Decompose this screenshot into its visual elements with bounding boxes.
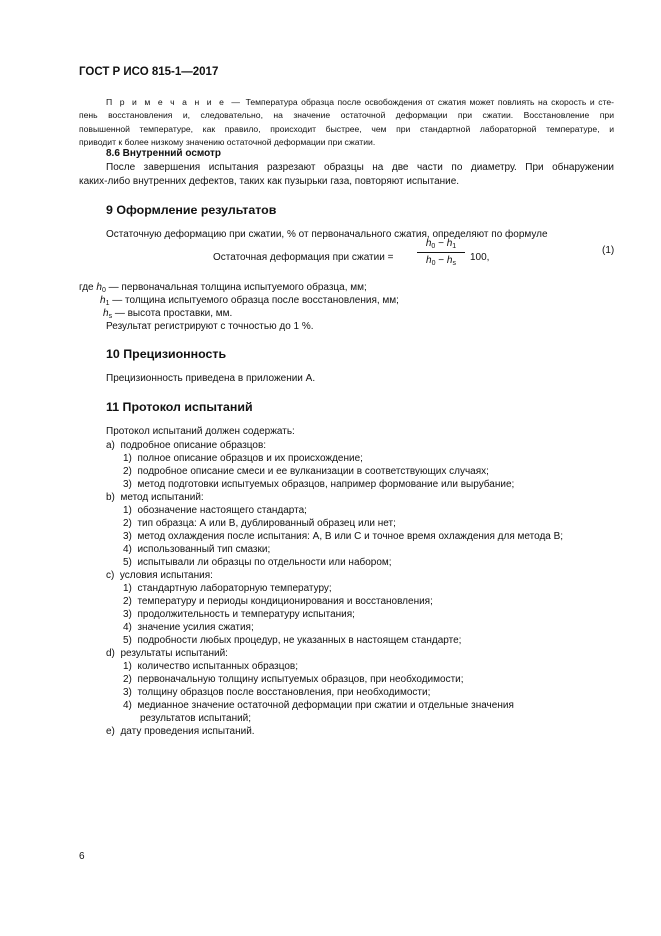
section-8-6-title: 8.6 Внутренний осмотр [106, 148, 222, 159]
section-9-intro: Остаточную деформацию при сжатии, % от первоначального сжатия, определяют по формуле [106, 229, 548, 240]
list-subitem: 3) продолжительность и температуру испытания; [123, 609, 355, 620]
formula-fraction [417, 237, 465, 268]
page-number: 6 [79, 851, 85, 862]
formula-tail: 100, [470, 252, 490, 263]
note-line-1: П р и м е ч а н и е — Температура образца после освобождения от сжатия может повлиять на скорость и сте- [106, 97, 614, 107]
equation-number: (1) [602, 245, 615, 256]
section-11-title: 11 Протокол испытаний [106, 400, 253, 414]
list-item: d) результаты испытаний: [106, 648, 228, 659]
section-11-intro: Протокол испытаний должен содержать: [106, 426, 295, 437]
list-subitem: 5) испытывали ли образцы по отдельности или набором; [123, 557, 392, 568]
section-10-title: 10 Прецизионность [106, 347, 227, 361]
note-line-2: пень восстановления и, следовательно, на значение остаточной деформации при сжатии. Восстановление при [79, 110, 614, 121]
list-subitem: 2) подробное описание смеси и ее вулканизации в соответствующих случаях; [123, 466, 489, 477]
section-10-text: Прецизионность приведена в приложении А. [106, 373, 316, 384]
fraction-bar [417, 252, 465, 253]
list-subitem: 3) метод подготовки испытуемых образцов, например формование или вырубание; [123, 479, 515, 490]
result-precision: Результат регистрируют с точностью до 1 %. [106, 321, 314, 332]
list-subitem: 1) обозначение настоящего стандарта; [123, 505, 307, 516]
formula-label: Остаточная деформация при сжатии = [213, 252, 394, 263]
list-subitem: 1) стандартную лабораторную температуру; [123, 583, 332, 594]
list-item: а) подробное описание образцов: [106, 440, 267, 451]
formula-numerator: $h_0 - h_1$ [425, 238, 457, 250]
section-8-6-line-1: После завершения испытания разрезают образцы на две части по диаметру. При обнаружении [106, 162, 614, 173]
list-item: b) метод испытаний: [106, 492, 204, 503]
list-subitem: 1) полное описание образцов и их происхождение; [123, 453, 363, 464]
list-item: е) дату проведения испытаний. [106, 726, 255, 737]
list-subitem: 5) подробности любых процедур, не указанных в настоящем стандарте; [123, 635, 462, 646]
list-item: c) условия испытания: [106, 570, 213, 581]
note-line-3: повышенной температуре, как правило, происходит быстрее, чем при стандартной лабораторной температуре, и [79, 123, 614, 134]
list-subitem: 3) метод охлаждения после испытания: А, В или С и точное время охлаждения для метода В; [123, 531, 564, 542]
section-8-6-body [79, 161, 614, 190]
section-9-title: 9 Оформление результатов [106, 203, 277, 217]
formula-denominator: $h_0 - h_s$ [426, 255, 456, 267]
list-subitem: 2) тип образца: А или В, дублированный образец или нет; [123, 518, 396, 529]
note-line-4: приводит к более низкому значению остаточной деформации при сжатии. [79, 137, 376, 148]
formula [213, 237, 613, 277]
note-block [79, 96, 614, 150]
note-label: П р и м е ч а н и е — [106, 97, 243, 107]
list-subitem-continuation: результатов испытаний; [140, 713, 252, 724]
list-subitem: 2) температуру и периоды кондиционирования и восстановления; [123, 596, 433, 607]
def-h1: $h_1$ — толщина испытуемого образца после восстановления, мм; [100, 295, 399, 307]
def-h0: где $h_0$ — первоначальная толщина испытуемого образца, мм; [79, 282, 367, 294]
list-subitem: 4) значение усилия сжатия; [123, 622, 254, 633]
section-8-6-line-2: каких-либо внутренних дефектов, таких как пузырьки газа, повторяют испытание. [79, 176, 460, 188]
document-header: ГОСТ Р ИСО 815-1—2017 [79, 66, 219, 78]
list-subitem: 4) медианное значение остаточной деформации при сжатии и отдельные значения [123, 700, 514, 711]
list-subitem: 4) использованный тип смазки; [123, 544, 271, 555]
list-subitem: 2) первоначальную толщину испытуемых образцов, при необходимости; [123, 674, 464, 685]
list-subitem: 1) количество испытанных образцов; [123, 661, 298, 672]
def-hs: $h_s$ — высота проставки, мм. [103, 308, 233, 320]
list-subitem: 3) толщину образцов после восстановления, при необходимости; [123, 687, 431, 698]
